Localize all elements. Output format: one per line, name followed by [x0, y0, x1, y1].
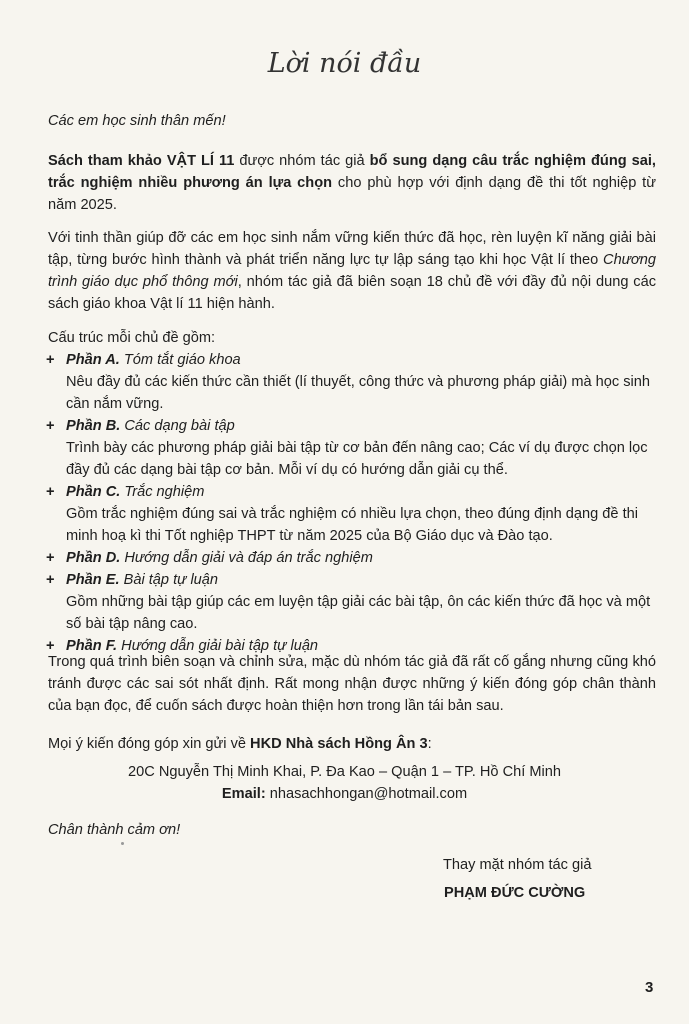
p1-end: cho phù hợp với định dạng đề thi tốt nghiệp từ năm 2025. [48, 175, 657, 213]
address: 20C Nguyễn Thị Minh Khai, P. Đa Kao – Quận 1 – TP. Hồ Chí Minh [128, 764, 561, 780]
item-part: Phần F. [66, 638, 118, 654]
item-title [66, 569, 656, 591]
speck [121, 842, 124, 845]
item-desc: Nêu đầy đủ các kiến thức cần thiết (lí thuyết, công thức và phương pháp giải) mà học sinh cần nắm vững. [66, 374, 651, 412]
plus-bullet: + [46, 484, 55, 500]
item-part: Phần E. [66, 572, 120, 588]
p1-mid: được nhóm tác giả [234, 153, 370, 169]
item-title [66, 547, 656, 569]
item-name: Hướng dẫn giải và đáp án trắc nghiệm [124, 550, 373, 566]
intro-paragraph [48, 150, 656, 216]
email-label: Email: [221, 786, 266, 802]
plus-bullet: + [46, 418, 55, 434]
p2-start: Với tinh thần giúp đỡ các em học sinh nắm vững kiến thức đã học, rèn luyện kĩ năng giải bài tập, từng bước hình thành và phát triển năng lực tự lập sáng tạo khi học Vật lí theo [48, 230, 656, 268]
email-value: nhasachhongan@hotmail.com [265, 786, 468, 802]
item-desc: Gồm những bài tập giúp các em luyện tập giải các bài tập, ôn các kiến thức đã học và một số bài tập nâng cao. [66, 594, 651, 632]
structure-section [48, 327, 656, 657]
item-desc: Trình bày các phương pháp giải bài tập từ cơ bản đến nâng cao; Các ví dụ được chọn lọc đầy đủ các dạng bài tập cơ bản. Mỗi ví dụ có hướng dẫn giải cụ thể. [66, 440, 648, 478]
plus-bullet: + [46, 352, 55, 368]
item-part: Phần C. [66, 484, 121, 500]
closing-paragraph: Trong quá trình biên soạn và chỉnh sửa, mặc dù nhóm tác giả đã rất cố gắng nhưng cũng khó tránh được các sai sót nhất định. Rất mong nhận được những ý kiến đóng góp chân thành của bạn đọc, để cuốn sách được hoàn thiện hơn trong lần tái bản sau. [48, 654, 656, 714]
plus-bullet: + [46, 550, 55, 566]
publisher-name: HKD Nhà sách Hồng Ân 3 [250, 736, 428, 752]
item-title [66, 415, 656, 437]
item-name: Tóm tắt giáo khoa [123, 352, 241, 368]
book-name: Sách tham khảo VẬT LÍ 11 [48, 153, 235, 169]
structure-item [48, 481, 656, 547]
page-number: 3 [645, 979, 654, 996]
structure-item [48, 415, 656, 481]
item-part: Phần D. [66, 550, 121, 566]
signature-title: Thay mặt nhóm tác giả [443, 857, 592, 873]
p2-program: Chương trình giáo dục phổ thông mới [48, 252, 656, 290]
p1-highlight: bổ sung dạng câu trắc nghiệm đúng sai, trắc nghiệm nhiều phương án lựa chọn [48, 153, 656, 191]
purpose-paragraph [48, 227, 656, 315]
email-line [0, 783, 689, 805]
page-title: Lời nói đầu [267, 48, 422, 79]
structure-intro: Cấu trúc mỗi chủ đề gồm: [48, 330, 216, 346]
structure-item [48, 569, 656, 635]
greeting: Các em học sinh thân mến! [48, 113, 226, 129]
item-name: Trắc nghiệm [124, 484, 205, 500]
structure-list [48, 349, 656, 657]
thanks: Chân thành cảm ơn! [48, 822, 181, 838]
item-part: Phần A. [66, 352, 120, 368]
structure-item [48, 349, 656, 415]
item-name: Hướng dẫn giải bài tập tự luận [121, 638, 319, 654]
plus-bullet: + [46, 572, 55, 588]
item-title [66, 349, 656, 371]
contact-paragraph [48, 733, 656, 755]
item-name: Các dạng bài tập [124, 418, 235, 434]
p2-end: , nhóm tác giả đã biên soạn 18 chủ đề với đầy đủ nội dung các sách giáo khoa Vật lí 11 hiện hành. [48, 274, 656, 312]
signature-name: PHẠM ĐỨC CƯỜNG [444, 885, 586, 901]
structure-item [48, 547, 656, 569]
plus-bullet: + [46, 638, 55, 654]
p4-start: Mọi ý kiến đóng góp xin gửi về [48, 736, 251, 752]
item-desc: Gồm trắc nghiệm đúng sai và trắc nghiệm có nhiều lựa chọn, theo đúng định dạng đề thi minh hoạ kì thi Tốt nghiệp THPT từ năm 2025 của Bộ Giáo dục và Đào tạo. [66, 506, 638, 544]
item-part: Phần B. [66, 418, 121, 434]
item-name: Bài tập tự luận [123, 572, 219, 588]
p4-end: : [427, 736, 432, 752]
item-title [66, 481, 656, 503]
